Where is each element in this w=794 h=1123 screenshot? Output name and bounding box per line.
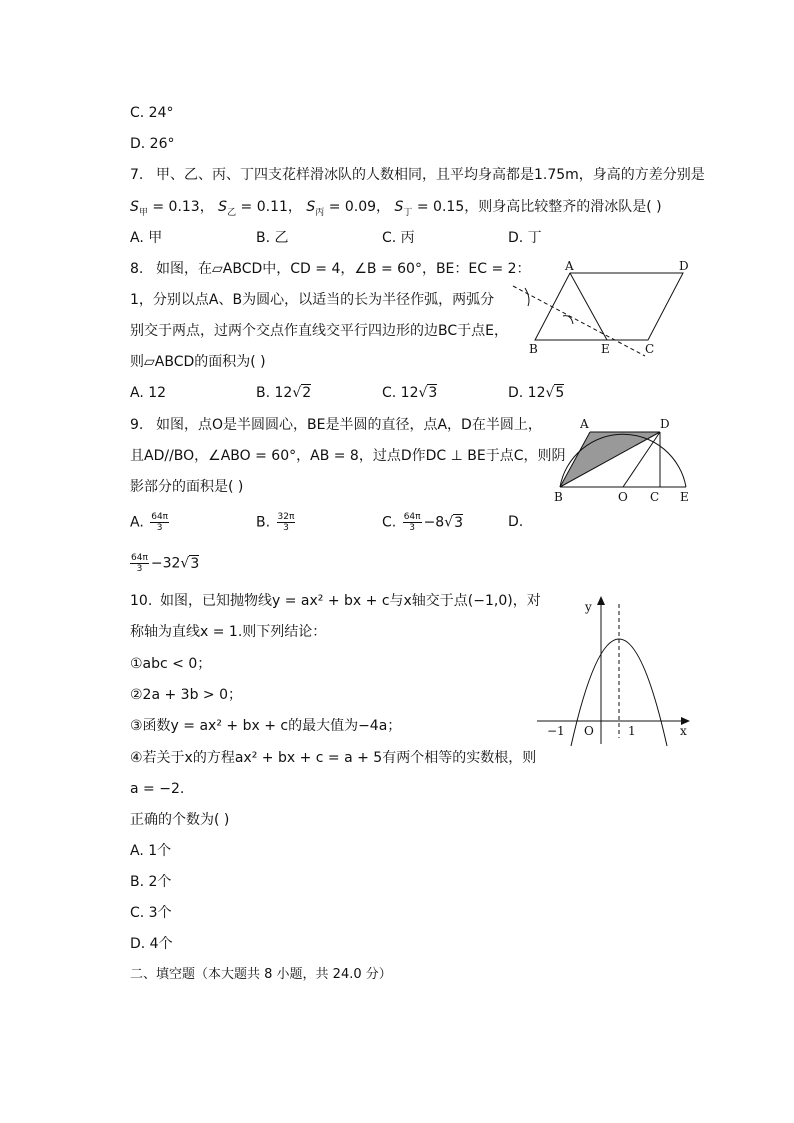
q8-stem-line4: 则▱ABCD的面积为( ) bbox=[130, 354, 266, 370]
q7-option-b: B. 乙 bbox=[256, 230, 289, 246]
label-x: x bbox=[680, 724, 687, 738]
q7-stem-line1: 甲、乙、丙、丁四支花样滑冰队的人数相同，且平均身高都是1.75m，身高的方差分别是 bbox=[156, 167, 705, 183]
label-a: A bbox=[565, 259, 574, 273]
label-c: C bbox=[650, 490, 660, 504]
q6-option-c: C. 24° bbox=[130, 105, 174, 121]
q10-conclusion-2: ②2a + 3b > 0； bbox=[130, 687, 242, 703]
q9-stem-line1: 如图，点O是半圆圆心，BE是半圆的直径，点A，D在半圆上， bbox=[156, 417, 542, 433]
q9-option-d: $\frac{64\pi}{3}$ −32√3 bbox=[131, 553, 200, 574]
q10-parabola-figure bbox=[533, 592, 693, 747]
label-b: B bbox=[529, 342, 538, 356]
q9-stem-line3: 影部分的面积是( ) bbox=[130, 479, 244, 495]
q9-number: 9. bbox=[130, 417, 144, 433]
q8-option-b: B. 12√2 bbox=[256, 385, 312, 401]
q10-conclusion-4-line2: a = −2. bbox=[130, 781, 185, 797]
label-one: 1 bbox=[628, 724, 636, 738]
q10-conclusion-4-line1: ④若关于x的方程ax² + bx + c = a + 5有两个相等的实数根，则 bbox=[130, 750, 537, 766]
q9-option-b: B. $\frac{32\pi}{3}$ bbox=[256, 512, 295, 533]
q8-stem-line3: 别交于两点，过两个交点作直线交平行四边形的边BC于点E， bbox=[130, 323, 508, 339]
y-axis-arrow bbox=[597, 596, 605, 605]
segment-ae bbox=[570, 273, 607, 340]
label-neg1: −1 bbox=[547, 724, 565, 738]
label-e: E bbox=[601, 342, 610, 356]
q10-stem-line2: 称轴为直线x = 1.则下列结论： bbox=[130, 624, 327, 640]
q8-stem-line2: 1，分别以点A、B为圆心，以适当的长为半径作弧，两弧分 bbox=[130, 292, 495, 308]
q8-option-d: D. 12√5 bbox=[508, 385, 565, 401]
label-d: D bbox=[660, 417, 670, 431]
q10-stem-line1: 如图，已知抛物线y = ax² + bx + c与x轴交于点(−1,0)，对 bbox=[160, 593, 541, 609]
label-a: A bbox=[580, 417, 589, 431]
label-d: D bbox=[679, 259, 689, 273]
q10-option-d: D. 4个 bbox=[130, 936, 173, 952]
arc-1 bbox=[525, 288, 529, 306]
label-origin: O bbox=[584, 724, 594, 738]
label-o: O bbox=[618, 490, 628, 504]
q8-option-c: C. 12√3 bbox=[382, 385, 438, 401]
label-y: y bbox=[585, 600, 592, 614]
q7-option-d: D. 丁 bbox=[508, 230, 542, 246]
q8-number: 8. bbox=[130, 261, 144, 277]
label-e: E bbox=[680, 490, 689, 504]
q10-question: 正确的个数为( ) bbox=[130, 812, 230, 828]
q8-stem-line1: 如图，在▱ABCD中，CD = 4，∠B = 60°，BE：EC = 2： bbox=[156, 261, 531, 277]
q10-number: 10. bbox=[130, 593, 153, 609]
q10-option-a: A. 1个 bbox=[130, 843, 172, 859]
q8-parallelogram-figure bbox=[505, 258, 700, 358]
q7-stem-line2: $S_甲 = 0.13$， $S_乙 = 0.11$， $S_丙 = 0.09$， $S_丁 = 0.15$，则身高比较整齐的滑冰队是( ) bbox=[130, 199, 662, 218]
q10-option-c: C. 3个 bbox=[130, 905, 172, 921]
parallelogram-abcd bbox=[535, 273, 683, 340]
q10-option-b: B. 2个 bbox=[130, 874, 172, 890]
q6-option-d: D. 26° bbox=[130, 136, 175, 152]
label-b: B bbox=[554, 490, 563, 504]
section-2-heading: 二、填空题（本大题共 8 小题，共 24.0 分） bbox=[130, 967, 392, 982]
q8-option-a: A. 12 bbox=[130, 385, 167, 401]
q7-option-a: A. 甲 bbox=[130, 230, 163, 246]
q10-conclusion-1: ①abc < 0； bbox=[130, 656, 212, 672]
q7-number: 7. bbox=[130, 167, 144, 183]
q9-option-a: A. $\frac{64\pi}{3}$ bbox=[130, 512, 169, 533]
q9-option-d-label: D. bbox=[508, 514, 524, 530]
q9-option-c: C. $\frac{64\pi}{3}$ −8√3 bbox=[382, 512, 464, 533]
q9-semicircle-figure bbox=[552, 415, 697, 505]
q9-stem-line2: 且AD//BO，∠ABO = 60°，AB = 8，过点D作DC ⊥ BE于点C，则阴 bbox=[130, 448, 566, 464]
label-c: C bbox=[645, 342, 655, 356]
q10-conclusion-3: ③函数y = ax² + bx + c的最大值为−4a； bbox=[130, 718, 402, 734]
q7-option-c: C. 丙 bbox=[382, 230, 415, 246]
